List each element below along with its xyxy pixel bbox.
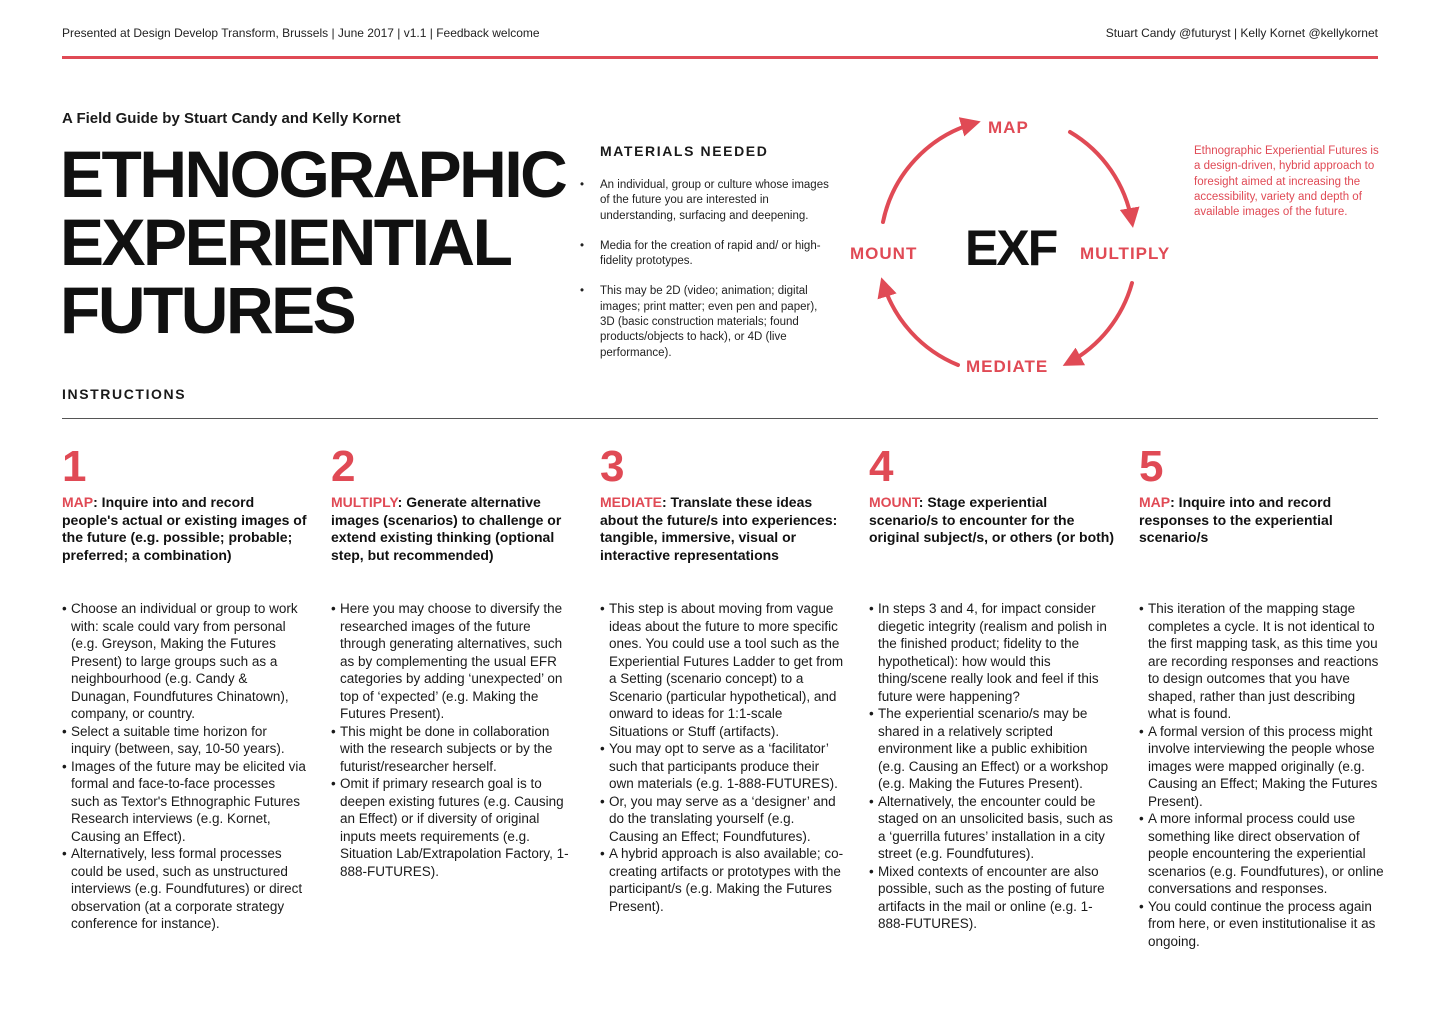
- title-line: ETHNOGRAPHIC: [60, 137, 566, 211]
- materials-item: • Media for the creation of rapid and/ or high-fidelity prototypes.: [580, 239, 835, 270]
- step-keyword: MAP: [1139, 494, 1171, 510]
- instructions-heading: INSTRUCTIONS: [62, 386, 187, 402]
- step-5: [1139, 442, 1384, 950]
- step-heading-text: : Generate alternative images (scenarios) to challenge or extend existing thinking (optional step, but recommended): [331, 494, 562, 563]
- title-line: FUTURES: [60, 273, 355, 347]
- arrow-mediate-to-mount: [883, 283, 958, 365]
- step-heading-text: : Inquire into and record people's actual or existing images of the future (e.g. possible; probable; preferred; a combination): [62, 494, 307, 563]
- step-bullet: • Alternatively, less formal processes could be used, such as unstructured interviews (e.g. Foundfutures) or direct observation (at a corporate strategy conference for instance).: [62, 845, 307, 933]
- step-bullet: • In steps 3 and 4, for impact consider diegetic integrity (realism and polish in the finished product; fidelity to the hypothetical): how would this thing/scene really look and feel if this future were happening?: [869, 600, 1114, 705]
- materials-list: [580, 178, 835, 376]
- step-number: 1: [62, 442, 87, 491]
- step-heading-text: : Inquire into and record responses to the experiential scenario/s: [1139, 494, 1333, 545]
- step-number: 3: [600, 442, 625, 491]
- subtitle: A Field Guide by Stuart Candy and Kelly Kornet: [62, 110, 401, 127]
- title-line: EXPERIENTIAL: [60, 205, 511, 279]
- cycle-label-multiply: MULTIPLY: [1080, 244, 1171, 263]
- step-bullets: [331, 600, 576, 880]
- arrow-mount-to-map: [883, 123, 975, 222]
- step-3: [600, 442, 845, 915]
- step-heading-text: : Translate these ideas about the future/s into experiences: tangible, immersive, visual or interactive representations: [600, 494, 838, 563]
- cycle-label-mediate: MEDIATE: [966, 357, 1049, 376]
- step-bullet: • You could continue the process again from here, or even institutionalise it as ongoing.: [1139, 898, 1384, 951]
- step-heading: [869, 494, 1114, 600]
- step-bullet: • You may opt to serve as a ‘facilitator’ such that participants produce their own materials (e.g. 1-888-FUTURES).: [600, 740, 845, 793]
- cycle-label-mount: MOUNT: [850, 244, 918, 263]
- step-1: [62, 442, 307, 933]
- step-bullet: • Mixed contexts of encounter are also possible, such as the posting of future artifacts in the mail or online (e.g. 1-888-FUTURES).: [869, 863, 1114, 933]
- step-heading: [331, 494, 576, 600]
- materials-item: • An individual, group or culture whose images of the future you are interested in understanding, surfacing and deepening.: [580, 178, 835, 224]
- step-bullets: [600, 600, 845, 915]
- step-bullet: • A hybrid approach is also available; co-creating artifacts or prototypes with the participant/s (e.g. Making the Futures Present).: [600, 845, 845, 915]
- step-4: [869, 442, 1114, 933]
- step-bullet: • Choose an individual or group to work with: scale could vary from personal (e.g. Greyson, Making the Futures Present) to large groups such as a neighbourhood (e.g. Candy & Dunagan, Foundfutures Chinatown), company, or country.: [62, 600, 307, 723]
- definition-note: Ethnographic Experiential Futures is a design-driven, hybrid approach to foresight aimed at increasing the accessibility, variety and depth of available images of the future.: [1194, 145, 1379, 219]
- step-bullets: [62, 600, 307, 933]
- step-heading: [600, 494, 845, 600]
- step-heading-text: : Stage experiential scenario/s to encounter for the original subject/s, or others (or both): [869, 494, 1115, 545]
- header-event-info: Presented at Design Develop Transform, Brussels | June 2017 | v1.1 | Feedback welcome: [62, 26, 540, 40]
- step-heading: [1139, 494, 1384, 600]
- step-bullet: • This step is about moving from vague ideas about the future to more specific ones. You could use a tool such as the Experiential Futures Ladder to get from a Setting (scenario concept) to a Scenario (particular hypothetical), and onward to ideas for 1:1-scale Situations or Stuff (artifacts).: [600, 600, 845, 740]
- step-bullet: • A formal version of this process might involve interviewing the people whose images were mapped originally (e.g. Causing an Effect; Making the Futures Present).: [1139, 723, 1384, 811]
- arrow-map-to-multiply: [1070, 132, 1132, 222]
- materials-heading: MATERIALS NEEDED: [600, 143, 769, 159]
- cycle-center-exf: EXF: [965, 220, 1057, 276]
- step-keyword: MOUNT: [869, 494, 919, 510]
- step-bullet: • This iteration of the mapping stage completes a cycle. It is not identical to the first mapping task, as this time you are recording responses and reactions to design outcomes that you have shaped, rather than just describing what is found.: [1139, 600, 1384, 723]
- arrow-multiply-to-mediate: [1068, 283, 1132, 363]
- step-number: 4: [869, 442, 894, 491]
- step-bullet: • This might be done in collaboration with the research subjects or by the futurist/researcher herself.: [331, 723, 576, 776]
- step-heading: [62, 494, 307, 600]
- step-bullet: • Omit if primary research goal is to deepen existing futures (e.g. Causing an Effect) or if diversity of original inputs meets requirements (e.g. Situation Lab/Extrapolation Factory, 1-888-FUTURES).: [331, 775, 576, 880]
- step-bullet: • Here you may choose to diversify the researched images of the future through generating alternatives, such as by complementing the usual EFR categories by adding ‘unexpected’ on top of ‘expected’ (e.g. Making the Futures Present).: [331, 600, 576, 723]
- step-bullet: • Select a suitable time horizon for inquiry (between, say, 10-50 years).: [62, 723, 307, 758]
- step-keyword: MEDIATE: [600, 494, 662, 510]
- step-bullets: [1139, 600, 1384, 950]
- instructions-divider: [62, 418, 1378, 419]
- step-bullet: • Images of the future may be elicited via formal and face-to-face processes such as Textor's Ethnographic Futures Research interviews (e.g. Kornet, Causing an Effect).: [62, 758, 307, 846]
- step-keyword: MAP: [62, 494, 94, 510]
- step-bullets: [869, 600, 1114, 933]
- cycle-label-map: MAP: [988, 118, 1029, 137]
- step-bullet: • Alternatively, the encounter could be staged on an unsolicited basis, such as a ‘guerrilla futures’ installation in a city street (e.g. Foundfutures).: [869, 793, 1114, 863]
- exf-cycle-diagram: [840, 110, 1185, 385]
- step-number: 2: [331, 442, 356, 491]
- step-bullet: • The experiential scenario/s may be shared in a relatively scripted environment like a public exhibition (e.g. Causing an Effect) or a workshop (e.g. Making the Futures Present).: [869, 705, 1114, 793]
- step-keyword: MULTIPLY: [331, 494, 398, 510]
- step-2: [331, 442, 576, 880]
- page-title: [60, 137, 566, 347]
- step-bullet: • Or, you may serve as a ‘designer’ and do the translating yourself (e.g. Causing an Effect; Foundfutures).: [600, 793, 845, 846]
- header-authors: Stuart Candy @futuryst | Kelly Kornet @kellykornet: [1105, 26, 1378, 40]
- step-bullet: • A more informal process could use something like direct observation of people encountering the experiential scenarios (e.g. Foundfutures), or online conversations and responses.: [1139, 810, 1384, 898]
- header-divider: [62, 56, 1378, 59]
- step-number: 5: [1139, 442, 1164, 491]
- materials-item: • This may be 2D (video; animation; digital images; print matter; even pen and paper), 3D (basic construction materials; found products/objects to hack), or 4D (live performance).: [580, 284, 835, 360]
